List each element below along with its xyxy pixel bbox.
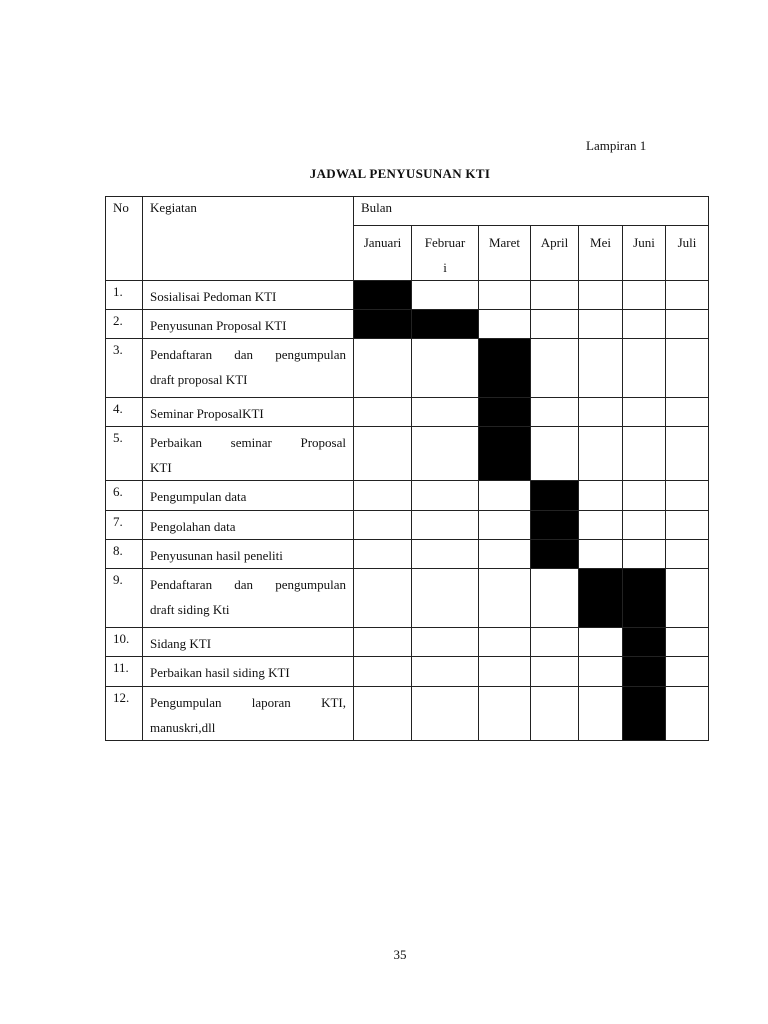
month-header: Januari — [354, 226, 412, 281]
schedule-cell — [354, 628, 412, 657]
activity-cell — [143, 540, 354, 569]
schedule-cell — [412, 687, 479, 741]
schedule-cell — [479, 540, 531, 569]
schedule-cell-filled — [531, 481, 579, 511]
table-row — [106, 628, 709, 657]
schedule-cell — [412, 569, 479, 628]
table-row — [106, 427, 709, 481]
activity-text: Perbaikan seminar Proposal — [150, 435, 346, 450]
activity-text: Pengumpulan data — [150, 489, 247, 504]
schedule-cell-filled — [531, 540, 579, 569]
schedule-cell — [479, 569, 531, 628]
activity-cell — [143, 657, 354, 687]
row-number: 3. — [106, 339, 143, 398]
schedule-cell — [579, 628, 623, 657]
activity-text: Perbaikan hasil siding KTI — [150, 665, 290, 680]
schedule-cell — [412, 427, 479, 481]
schedule-cell-filled — [531, 511, 579, 540]
schedule-cell-filled — [623, 687, 666, 741]
table-row — [106, 687, 709, 741]
table-row — [106, 511, 709, 540]
schedule-cell — [666, 398, 709, 427]
month-header: April — [531, 226, 579, 281]
activity-text: Pendaftaran dan pengumpulan — [150, 347, 346, 362]
activity-cell — [143, 281, 354, 310]
schedule-cell — [623, 427, 666, 481]
table-row — [106, 398, 709, 427]
schedule-cell — [531, 281, 579, 310]
schedule-cell — [354, 687, 412, 741]
header-kegiatan: Kegiatan — [143, 197, 354, 281]
schedule-cell — [579, 339, 623, 398]
activity-cell — [143, 398, 354, 427]
row-number: 1. — [106, 281, 143, 310]
row-number: 10. — [106, 628, 143, 657]
schedule-cell — [412, 339, 479, 398]
row-number: 9. — [106, 569, 143, 628]
schedule-cell — [666, 628, 709, 657]
table-row — [106, 281, 709, 310]
schedule-cell — [354, 427, 412, 481]
schedule-cell — [531, 398, 579, 427]
schedule-cell — [531, 310, 579, 339]
schedule-cell — [479, 281, 531, 310]
schedule-cell — [354, 339, 412, 398]
schedule-cell — [412, 657, 479, 687]
schedule-cell — [531, 427, 579, 481]
activity-text: Pengumpulan laporan KTI, — [150, 695, 346, 710]
table-row — [106, 481, 709, 511]
month-header: Juni — [623, 226, 666, 281]
activity-text: Pengolahan data — [150, 519, 236, 534]
schedule-cell — [579, 687, 623, 741]
schedule-cell — [623, 511, 666, 540]
activity-cell — [143, 310, 354, 339]
attachment-label: Lampiran 1 — [586, 138, 647, 153]
activity-cell — [143, 511, 354, 540]
schedule-cell — [531, 687, 579, 741]
header-bulan: Bulan — [354, 197, 709, 226]
row-number: 6. — [106, 481, 143, 511]
month-header: Juli — [666, 226, 709, 281]
activity-text: Pendaftaran dan pengumpulan — [150, 577, 346, 592]
table-row — [106, 569, 709, 628]
activity-text: KTI — [150, 460, 172, 475]
month-header: Mei — [579, 226, 623, 281]
activity-text: Penyusunan Proposal KTI — [150, 318, 287, 333]
month-header: Maret — [479, 226, 531, 281]
table-row — [106, 540, 709, 569]
schedule-cell — [531, 628, 579, 657]
schedule-cell-filled — [579, 569, 623, 628]
schedule-cell — [579, 657, 623, 687]
schedule-cell — [412, 511, 479, 540]
schedule-cell-filled — [479, 339, 531, 398]
schedule-cell — [412, 398, 479, 427]
schedule-cell — [412, 540, 479, 569]
schedule-cell-filled — [623, 628, 666, 657]
schedule-cell — [666, 511, 709, 540]
row-number: 2. — [106, 310, 143, 339]
activity-text: Penyusunan hasil peneliti — [150, 548, 283, 563]
table-row — [106, 310, 709, 339]
schedule-cell-filled — [623, 569, 666, 628]
schedule-table — [105, 196, 709, 741]
schedule-cell-filled — [479, 427, 531, 481]
schedule-cell — [412, 628, 479, 657]
schedule-cell-filled — [354, 281, 412, 310]
page-number: 35 — [393, 947, 407, 962]
schedule-cell — [479, 481, 531, 511]
schedule-cell — [579, 481, 623, 511]
schedule-cell-filled — [354, 310, 412, 339]
schedule-cell — [666, 339, 709, 398]
schedule-cell — [666, 427, 709, 481]
activity-text: Sidang KTI — [150, 636, 212, 651]
activity-text: draft siding Kti — [150, 602, 230, 617]
table-row — [106, 657, 709, 687]
schedule-cell — [354, 511, 412, 540]
schedule-cell — [623, 398, 666, 427]
month-header: Februar i — [412, 226, 479, 281]
schedule-cell — [531, 569, 579, 628]
schedule-cell-filled — [412, 310, 479, 339]
schedule-cell — [354, 398, 412, 427]
row-number: 8. — [106, 540, 143, 569]
schedule-cell — [354, 657, 412, 687]
row-number: 12. — [106, 687, 143, 741]
schedule-cell — [666, 281, 709, 310]
row-number: 7. — [106, 511, 143, 540]
schedule-cell — [623, 339, 666, 398]
schedule-cell — [666, 310, 709, 339]
schedule-cell — [412, 481, 479, 511]
header-no: No — [106, 197, 143, 281]
activity-cell — [143, 687, 354, 741]
schedule-cell — [666, 657, 709, 687]
schedule-cell — [531, 657, 579, 687]
schedule-cell — [623, 310, 666, 339]
activity-cell — [143, 628, 354, 657]
activity-cell — [143, 569, 354, 628]
schedule-cell — [579, 398, 623, 427]
schedule-cell — [579, 281, 623, 310]
activity-text: Sosialisai Pedoman KTI — [150, 289, 277, 304]
schedule-cell — [579, 540, 623, 569]
schedule-cell — [412, 281, 479, 310]
schedule-cell — [623, 540, 666, 569]
schedule-cell — [354, 569, 412, 628]
schedule-cell-filled — [623, 657, 666, 687]
schedule-cell — [623, 281, 666, 310]
schedule-cell — [479, 310, 531, 339]
schedule-cell — [579, 310, 623, 339]
row-number: 11. — [106, 657, 143, 687]
document-title: JADWAL PENYUSUNAN KTI — [309, 166, 491, 181]
activity-text: Seminar ProposalKTI — [150, 406, 264, 421]
schedule-cell — [479, 511, 531, 540]
schedule-cell — [354, 540, 412, 569]
schedule-cell — [354, 481, 412, 511]
schedule-cell — [666, 569, 709, 628]
table-row — [106, 339, 709, 398]
schedule-cell-filled — [479, 398, 531, 427]
schedule-cell — [666, 687, 709, 741]
schedule-cell — [479, 687, 531, 741]
header-row — [106, 197, 709, 226]
activity-cell — [143, 427, 354, 481]
schedule-cell — [531, 339, 579, 398]
schedule-cell — [579, 511, 623, 540]
schedule-cell — [666, 481, 709, 511]
activity-text: draft proposal KTI — [150, 372, 248, 387]
schedule-cell — [479, 628, 531, 657]
schedule-cell — [579, 427, 623, 481]
row-number: 5. — [106, 427, 143, 481]
activity-cell — [143, 481, 354, 511]
activity-cell — [143, 339, 354, 398]
activity-text: manuskri,dll — [150, 720, 216, 735]
row-number: 4. — [106, 398, 143, 427]
schedule-cell — [666, 540, 709, 569]
schedule-cell — [623, 481, 666, 511]
schedule-cell — [479, 657, 531, 687]
